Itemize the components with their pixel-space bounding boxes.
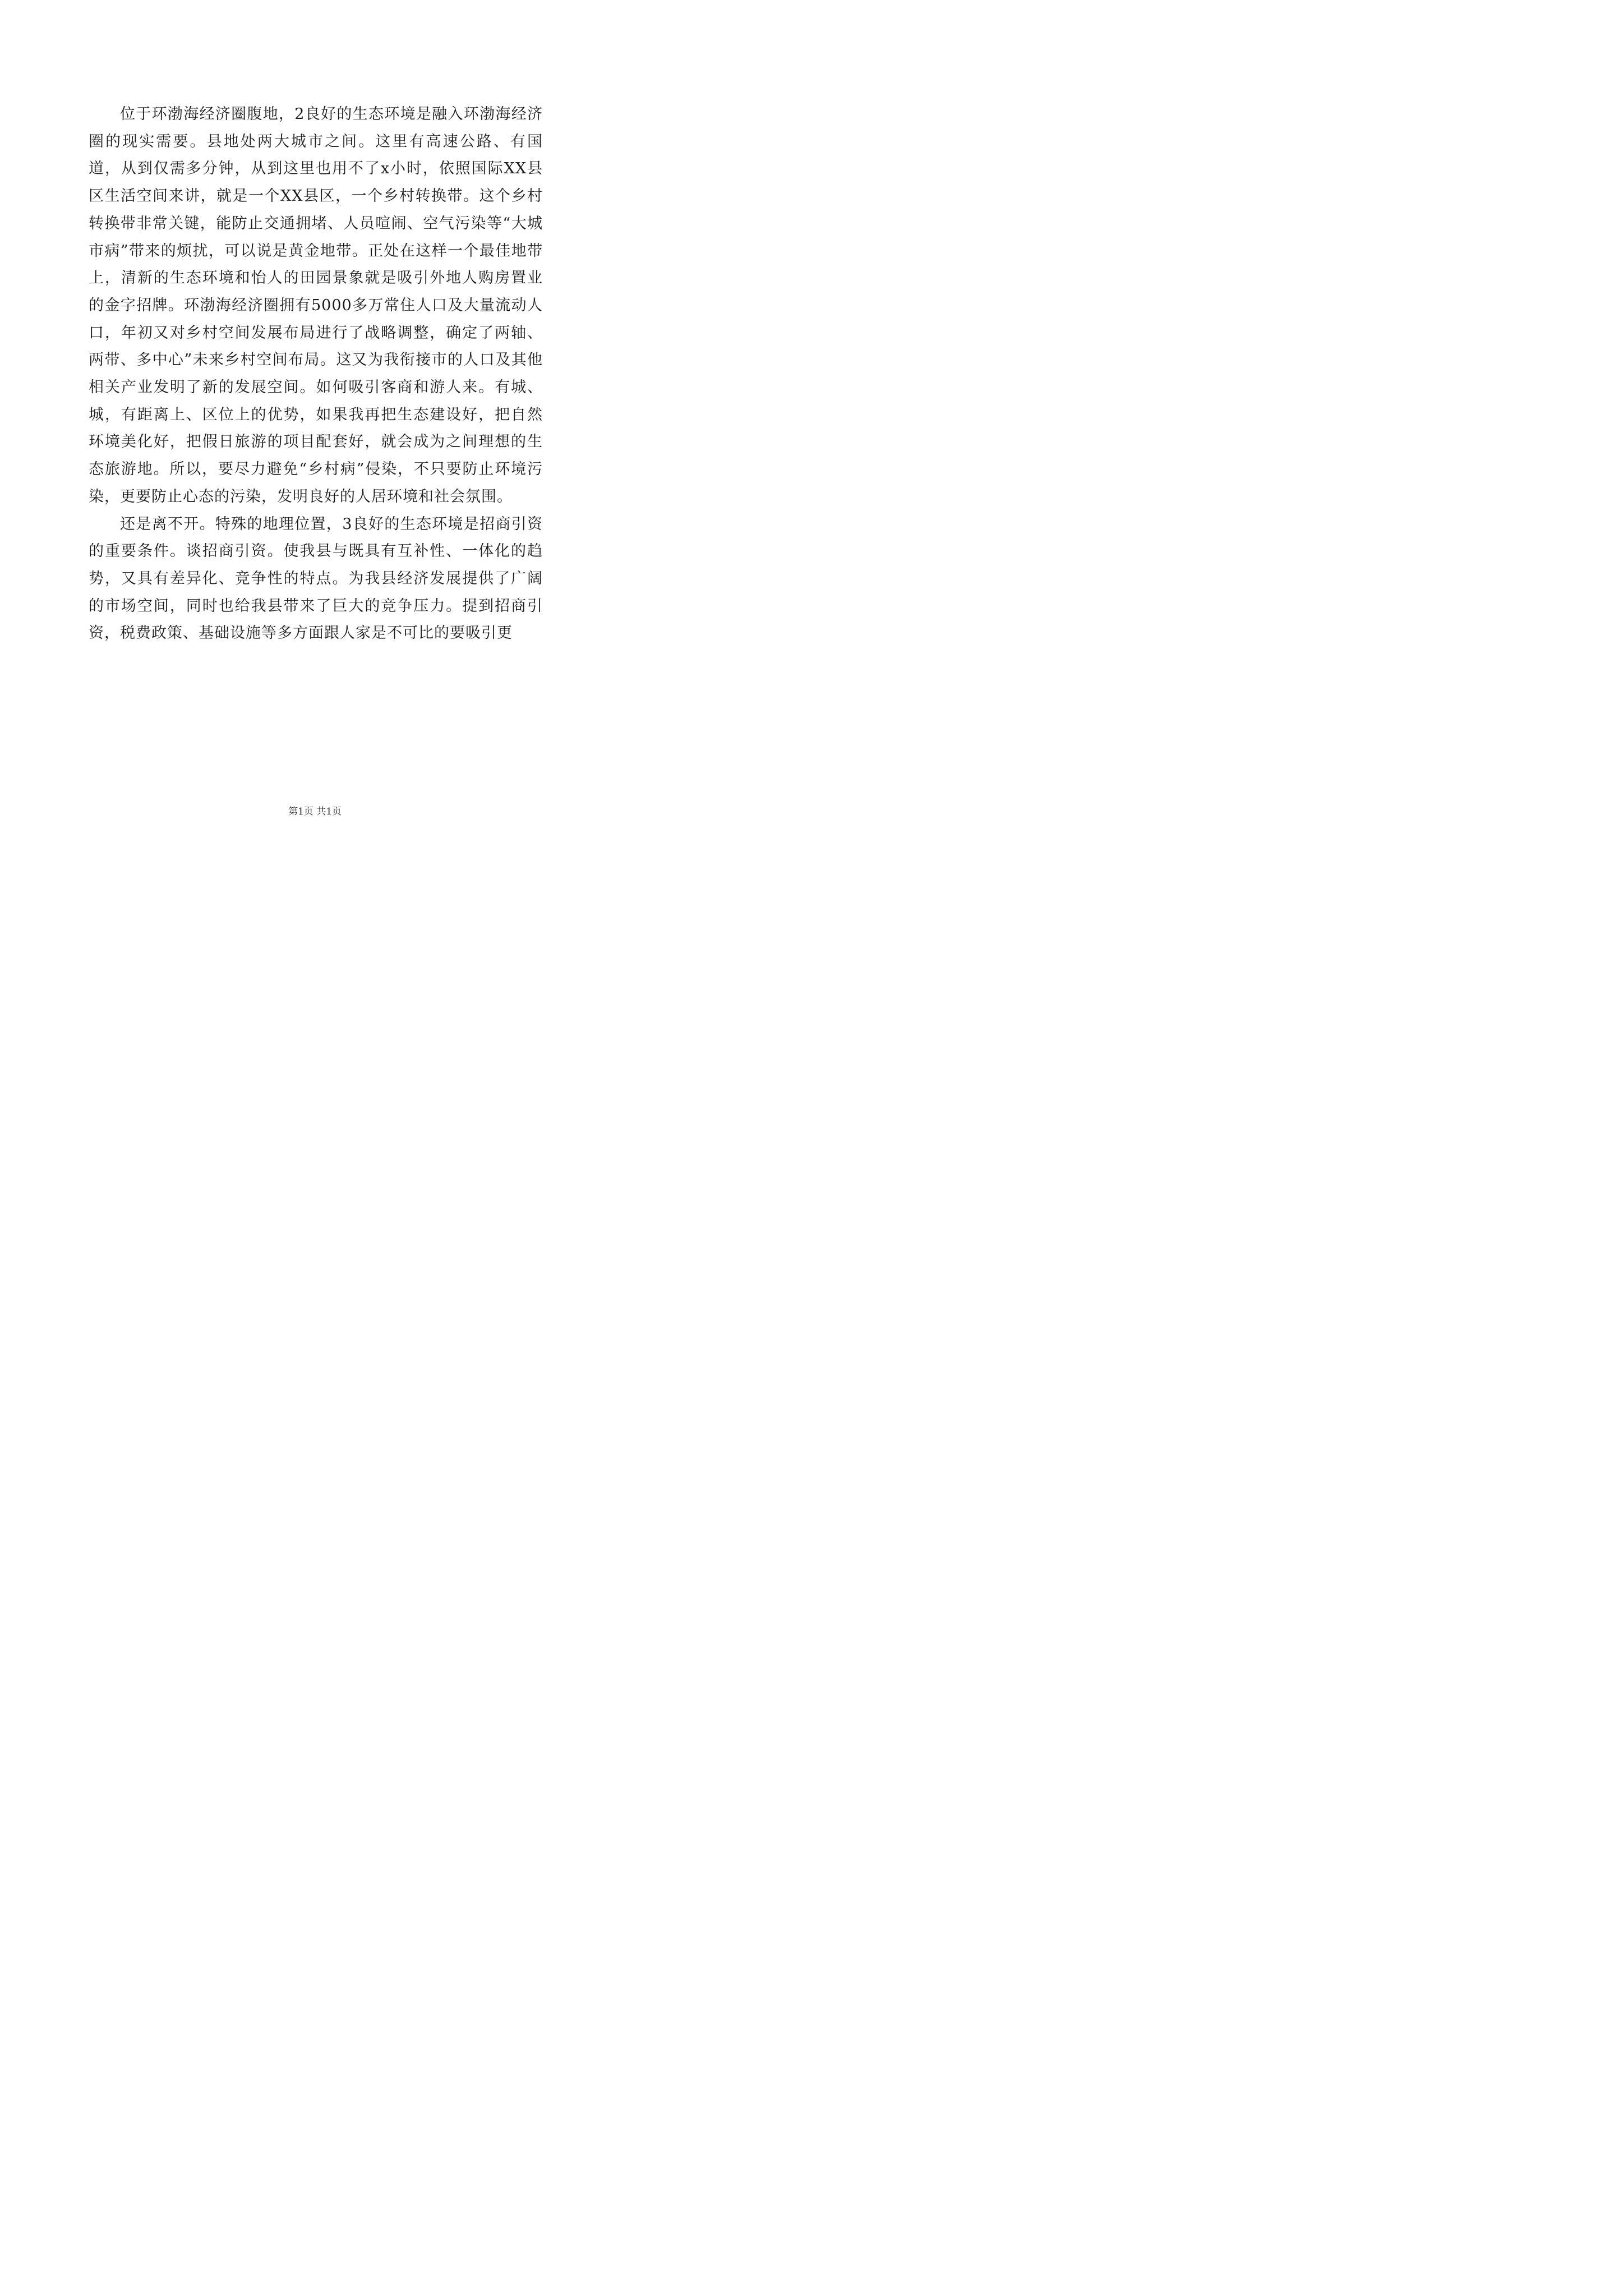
paragraph-2: 还是离不开。特殊的地理位置，3良好的生态环境是招商引资的重要条件。谈招商引资。使我县与既具有互补性、一体化的趋势，又具有差异化、竞争性的特点。为我县经济发展提供了广阔的市场空间，同时也给我县带来了巨大的竞争压力。提到招商引资，税费政策、基础设施等多方面跟人家是不可比的要吸引更 — [89, 515, 543, 642]
page-number-footer: 第1页 共1页 — [288, 806, 342, 817]
document-page — [0, 0, 630, 890]
document-body — [89, 101, 543, 647]
paragraph-1: 位于环渤海经济圈腹地，2良好的生态环境是融入环渤海经济圈的现实需要。县地处两大城市之间。这里有高速公路、有国道，从到仅需多分钟，从到这里也用不了x小时，依照国际XX县区生活空间来讲，就是一个XX县区，一个乡村转换带。这个乡村转换带非常关键，能防止交通拥堵、人员喧闹、空气污染等“大城市病”带来的烦扰，可以说是黄金地带。正处在这样一个最佳地带上，清新的生态环境和怡人的田园景象就是吸引外地人购房置业的金字招牌。环渤海经济圈拥有5000多万常住人口及大量流动人口，年初又对乡村空间发展布局进行了战略调整，确定了两轴、两带、多中心”未来乡村空间布局。这又为我衔接市的人口及其他相关产业发明了新的发展空间。如何吸引客商和游人来。有城、城，有距离上、区位上的优势，如果我再把生态建设好，把自然环境美化好，把假日旅游的项目配套好，就会成为之间理想的生态旅游地。所以，要尽力避免“乡村病”侵染，不只要防止环境污染，更要防止心态的污染，发明良好的人居环境和社会氛围。 — [89, 105, 543, 505]
